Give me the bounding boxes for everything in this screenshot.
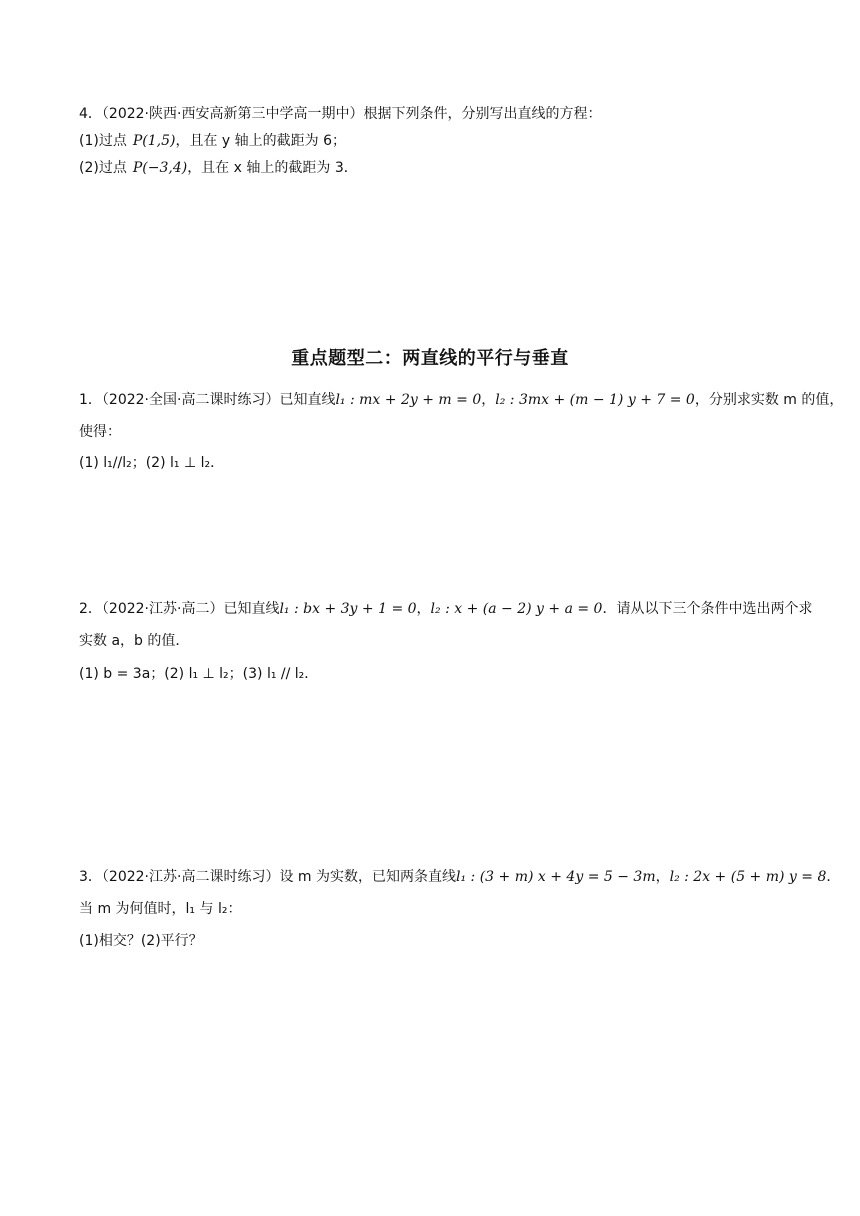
q2-stem-post: ．请从以下三个条件中选出两个求 (602, 601, 813, 617)
q4-text: 根据下列条件，分别写出直线的方程： (363, 106, 602, 122)
q3-stem-continued: 当 m 为何值时，l₁ 与 l₂： (79, 901, 242, 917)
section-title: 重点题型二：两直线的平行与垂直 (291, 348, 569, 369)
q1-stem-post: ，分别求实数 m 的值， (694, 392, 844, 408)
q3-line-2-equation: l₂ : 2x + (5 + m) y = 8 (669, 869, 827, 885)
q1-stem (79, 389, 843, 411)
q4-point-1: P(1,5) (132, 133, 176, 149)
q3-number: 3． (79, 869, 102, 885)
q1-stem-continued: 使得： (79, 424, 121, 440)
q4-stem (79, 103, 601, 125)
q2-line-2-equation: l₂ : x + (a − 2) y + a = 0 (430, 601, 603, 617)
q3-line-1-equation: l₁ : (3 + m) x + 4y = 5 − 3m (456, 869, 656, 885)
q4-part-1-post: ，且在 y 轴上的截距为 6； (175, 133, 346, 149)
q1-source: （2022·全国·高二课时练习） (101, 392, 280, 408)
q1-number: 1． (79, 392, 102, 408)
q4-point-2: P(−3,4) (132, 160, 188, 176)
q4-number: 4． (79, 106, 102, 122)
q1-stem-pre: 已知直线 (279, 392, 336, 408)
q2-comma: ， (416, 601, 431, 617)
q4-part-1 (79, 130, 346, 152)
q3-comma: ， (655, 869, 670, 885)
q1-line-1-equation: l₁ : mx + 2y + m = 0 (335, 392, 482, 408)
q2-stem (79, 598, 812, 620)
q4-part-2 (79, 157, 358, 179)
q4-source: （2022·陕西·西安高新第三中学高一期中） (101, 106, 364, 122)
q1-parts: (1) l₁//l₂；(2) l₁ ⊥ l₂． (79, 455, 225, 471)
q3-stem-post: ． (826, 869, 841, 885)
q3-source: （2022·江苏·高二课时练习） (101, 869, 280, 885)
q4-part-1-pre: (1)过点 (79, 133, 127, 149)
q1-comma: ， (481, 392, 496, 408)
q2-stem-pre: 已知直线 (223, 601, 280, 617)
q4-part-2-pre: (2)过点 (79, 160, 127, 176)
q1-line-2-equation: l₂ : 3mx + (m − 1) y + 7 = 0 (495, 392, 695, 408)
q2-parts: (1) b = 3a；(2) l₁ ⊥ l₂；(3) l₁ // l₂． (79, 666, 319, 682)
q3-stem-pre: 设 m 为实数，已知两条直线 (279, 869, 456, 885)
q4-part-2-post: ，且在 x 轴上的截距为 3． (187, 160, 358, 176)
q3-parts: (1)相交？(2)平行？ (79, 933, 203, 949)
q3-stem (79, 866, 840, 888)
q2-line-1-equation: l₁ : bx + 3y + 1 = 0 (279, 601, 417, 617)
q2-number: 2． (79, 601, 102, 617)
q2-stem-continued: 实数 a，b 的值． (79, 633, 190, 649)
q2-source: （2022·江苏·高二） (101, 601, 224, 617)
